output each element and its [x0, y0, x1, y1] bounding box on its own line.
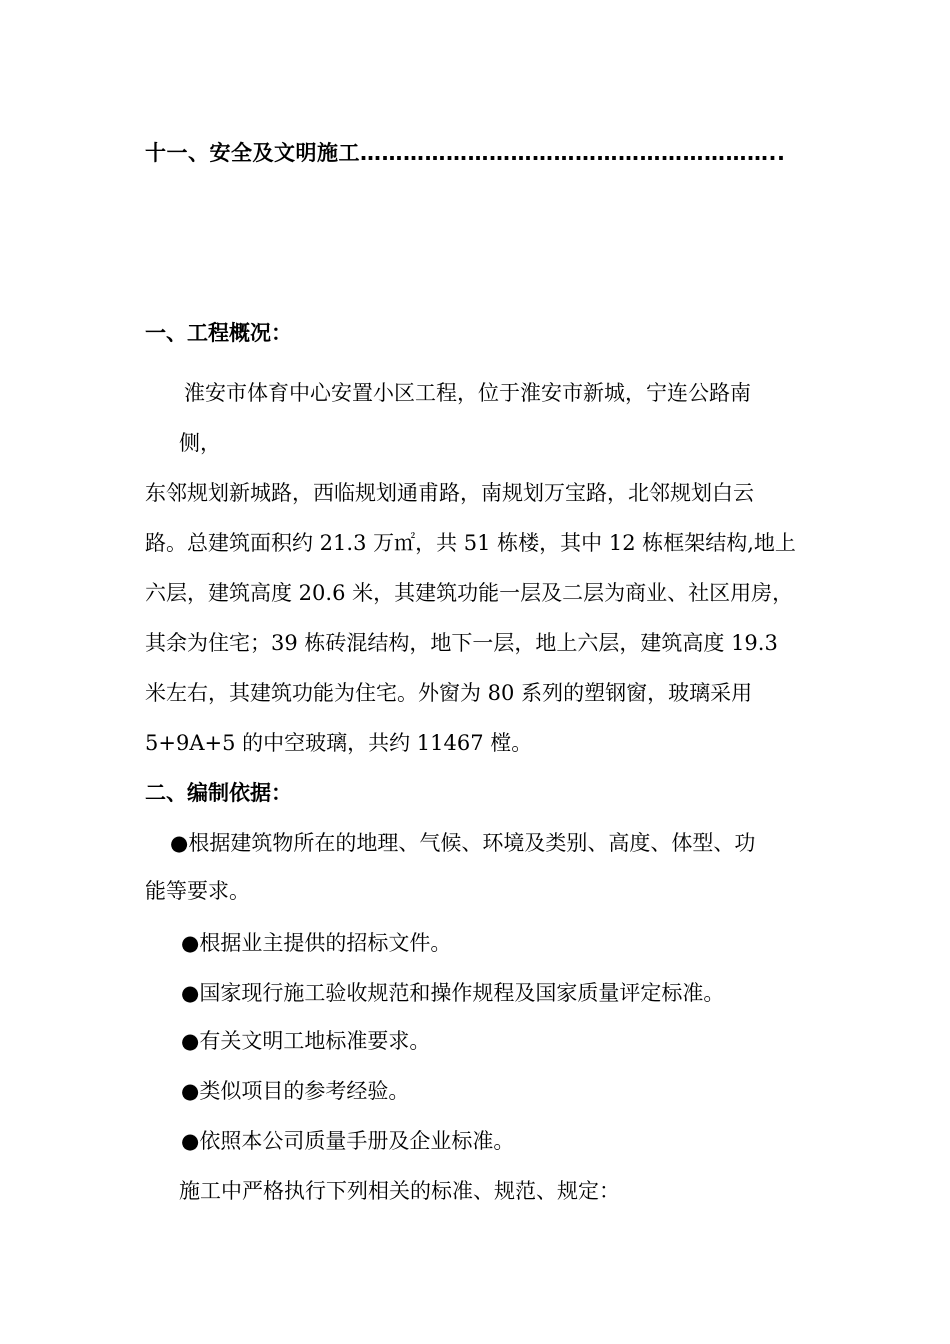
overview-line-1: 淮安市体育中心安置小区工程，位于淮安市新城，宁连公路南 — [184, 381, 751, 405]
basis-bullet-4: ●有关文明工地标准要求。 — [181, 1029, 431, 1053]
overview-line-8: 5+9A+5 的中空玻璃，共约 11467 樘。 — [145, 731, 533, 755]
basis-bullet-1-continued: 能等要求。 — [145, 879, 250, 903]
basis-bullet-5: ●类似项目的参考经验。 — [181, 1079, 410, 1103]
basis-bullet-6: ●依照本公司质量手册及企业标准。 — [181, 1129, 515, 1153]
basis-bullet-1: ●根据建筑物所在的地理、气候、环境及类别、高度、体型、功 — [170, 831, 756, 855]
section-heading-basis: 二、编制依据： — [145, 781, 292, 805]
toc-entry: 十一、安全及文明施工………………………………………………….. — [145, 141, 786, 165]
basis-bullet-2: ●根据业主提供的招标文件。 — [181, 931, 452, 955]
overview-line-5: 六层，建筑高度 20.6 米，其建筑功能一层及二层为商业、社区用房， — [145, 581, 794, 605]
overview-line-7: 米左右，其建筑功能为住宅。外窗为 80 系列的塑钢窗，玻璃采用 — [145, 681, 753, 705]
section-heading-overview: 一、工程概况： — [145, 321, 292, 345]
overview-line-2: 侧， — [179, 431, 221, 455]
overview-line-6: 其余为住宅；39 栋砖混结构，地下一层，地上六层，建筑高度 19.3 — [145, 631, 778, 655]
basis-closing-line: 施工中严格执行下列相关的标准、规范、规定： — [179, 1179, 620, 1203]
overview-line-4: 路。总建筑面积约 21.3 万㎡，共 51 栋楼，其中 12 栋框架结构,地上 — [145, 531, 796, 555]
overview-line-3: 东邻规划新城路，西临规划通甫路，南规划万宝路，北邻规划白云 — [145, 481, 754, 505]
basis-bullet-3: ●国家现行施工验收规范和操作规程及国家质量评定标准。 — [181, 981, 725, 1005]
